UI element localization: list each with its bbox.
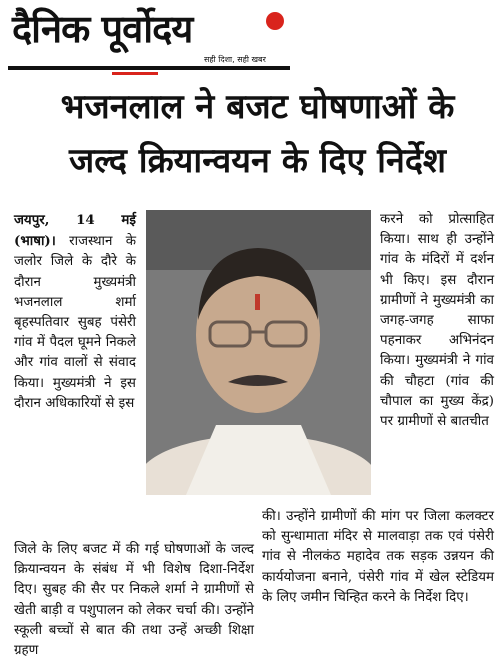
chief-minister-photo	[146, 210, 371, 495]
article-text-right: करने को प्रोत्साहित किया। साथ ही उन्होंने गांव के मंदिरों में दर्शन भी किए। इस दौरान ग्रामीणों ने मुख्यमंत्री का जगह-जगह साफा पहनाकर अभिनंदन किया। मुख्यमंत्री ने गांव की चौहटा (गांव की चौपाल का मुख्य केंद्र) पर ग्रामीणों से बातचीत	[380, 212, 494, 430]
headline-line-2: जल्द क्रियान्वयन के दिए निर्देश	[68, 141, 446, 181]
headline	[30, 80, 485, 188]
article-column-bottom-left	[14, 540, 254, 661]
article-text-bottom-left: जिले के लिए बजट में की गई घोषणाओं के जल्द क्रियान्वयन के संबंध में भी विशेष दिशा-निर्देश दिए। सुबह की सैर पर निकले शर्मा ने ग्रामीणों से खेती बाड़ी व पशुपालन को लेकर चर्चा की। उन्होंने स्कूली बच्चों से बात की तथा उन्हें अच्छी शिक्षा ग्रहण	[14, 542, 254, 659]
masthead-rule	[8, 66, 290, 70]
portrait-image	[146, 210, 371, 495]
article-column-right	[380, 210, 494, 432]
article-column-left	[14, 210, 136, 414]
masthead-accent-rule	[112, 72, 158, 75]
logo-red-dot-icon	[266, 12, 284, 30]
headline-line-1: भजनलाल ने बजट घोषणाओं के	[60, 87, 455, 127]
article-text-bottom-right: की। उन्होंने ग्रामीणों की मांग पर जिला कलक्टर को सुन्धामाता मंदिर से मालवाड़ा तक एवं पंसेरी गांव से नीलकंठ महादेव तक सड़क उन्नयन की कार्ययोजना बनाने, पंसेरी गांव में खेल स्टेडियम के लिए जमीन चिन्हित करने के निर्देश दिए।	[262, 509, 494, 605]
dateline: जयपुर, 14 मई (भाषा)।	[14, 212, 136, 250]
newspaper-logo: दैनिक पूर्वोदय	[12, 6, 193, 51]
newspaper-tagline: सही दिशा, सही खबर	[204, 55, 266, 64]
article-column-bottom-right	[262, 507, 494, 608]
masthead	[8, 4, 293, 74]
article-text-left: राजस्थान के जलोर जिले के दौरे के दौरान मुख्यमंत्री भजनलाल शर्मा बृहस्पतिवार सुबह पंसेरी गांव में पैदल घूमने निकले और गांव वालों से संवाद किया। मुख्यमंत्री ने इस दौरान अधिकारियों से इस	[14, 234, 136, 411]
